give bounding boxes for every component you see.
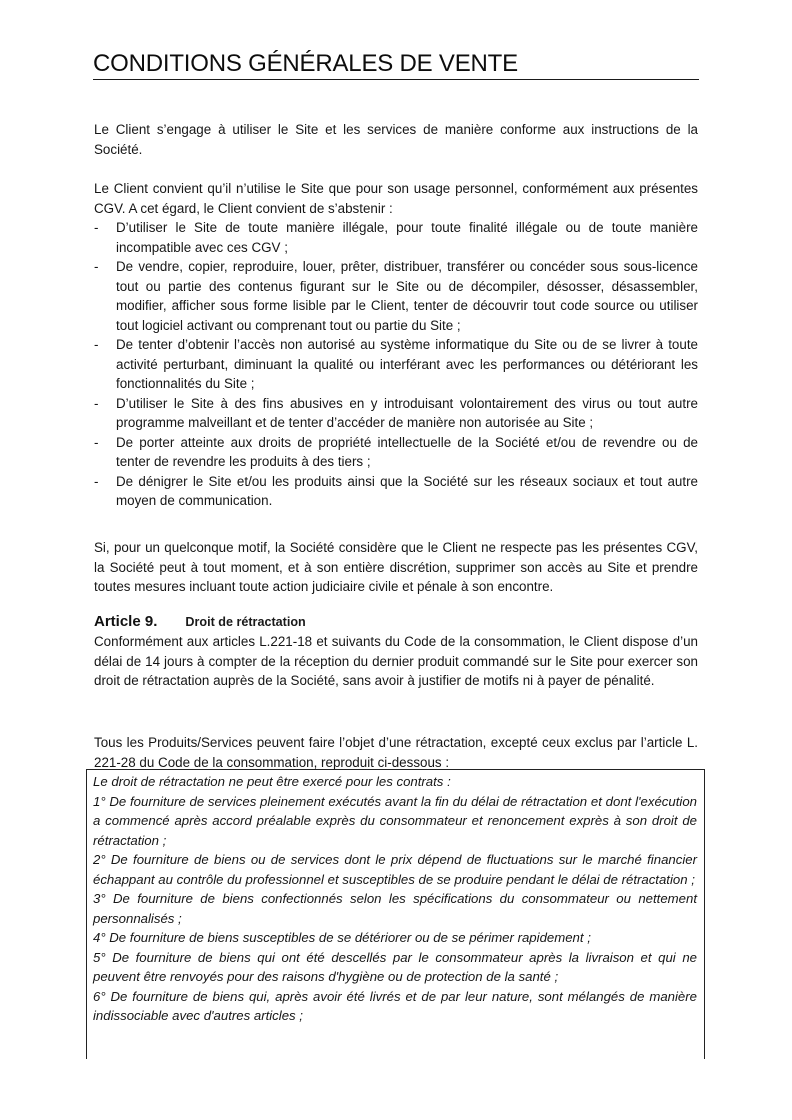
legal-line: 3° De fourniture de biens confectionnés selon les spécifications du consommateur ou nettement personnalisés ; [93,891,697,926]
paragraph-sanctions: Si, pour un quelconque motif, la Société considère que le Client ne respecte pas les présentes CGV, la Société peut à tout moment, et à son entière discrétion, supprimer son accès au Site et prendre toutes mesures incluant toute action judiciaire civile et pénale à son encontre. [94,540,698,594]
paragraph-usage-conforme: Le Client s’engage à utiliser le Site et les services de manière conforme aux instructions de la Société. [94,122,698,157]
list-item [94,218,698,257]
legal-quote-text [93,772,697,1026]
abstention-list [94,218,698,511]
bullet-dash: - [94,259,99,274]
legal-line: 1° De fourniture de services pleinement exécutés avant la fin du délai de rétractation et dont l'exécution a commencé après accord préalable exprès du consommateur et renoncement exprès à son droit de rétractation ; [93,793,697,848]
list-item-text: D’utiliser le Site à des fins abusives en y introduisant volontairement des virus ou tout autre programme malveillant et de tenter d’accéder de manière non autorisée au Site ; [116,395,698,430]
page-title: CONDITIONS GÉNÉRALES DE VENTE [93,50,518,77]
legal-line: Le droit de rétractation ne peut être exercé pour les contrats : [93,774,451,789]
title-underline [93,79,699,80]
bullet-dash: - [94,473,99,489]
bullet-dash: - [94,395,99,411]
paragraph-exclusions-intro: Tous les Produits/Services peuvent faire l’objet d’une rétractation, excepté ceux exclus par l’article L. 221-28 du Code de la consommation, reproduit ci-dessous : [94,735,698,770]
article-number: Article 9. [94,613,158,630]
list-item-text: De dénigrer le Site et/ou les produits ainsi que la Société sur les réseaux sociaux et tout autre moyen de communication. [116,473,698,508]
paragraph-delai-retractation: Conformément aux articles L.221-18 et suivants du Code de la consommation, le Client dispose d’un délai de 14 jours à compter de la réception du dernier produit commandé sur le Site pour exercer son droit de rétractation auprès de la Société, sans avoir à justifier de motifs ni à payer de pénalité. [94,634,698,688]
article-heading [94,612,306,633]
paragraph-usage-personnel: Le Client convient qu’il n’utilise le Site que pour son usage personnel, conformément aux présentes CGV. A cet égard, le Client convient de s’abstenir : [94,181,698,216]
list-item-text: De porter atteinte aux droits de propriété intellectuelle de la Société et/ou de revendre ou de tenter de revendre les produits à des tiers ; [116,434,698,469]
bullet-dash: - [94,337,99,352]
list-item-text: D’utiliser le Site de toute manière illégale, pour toute finalité illégale ou de toute manière incompatible avec ces CGV ; [116,220,698,255]
list-item [94,394,698,433]
list-item [94,472,698,511]
list-item [94,335,698,394]
list-item [94,257,698,335]
list-item-text: De vendre, copier, reproduire, louer, prêter, distribuer, transférer ou concéder sous sous-licence tout ou partie des contenus figurant sur le Site ou de décompiler, désosser, désassembler, modifier, afficher sous forme lisible par le Client, tenter de découvrir tout code source ou utiliser tout logiciel activant ou comprenant tout ou partie du Site ; [116,259,698,333]
list-item-text: De tenter d’obtenir l’accès non autorisé au système informatique du Site ou de se livrer à toute activité perturbant, diminuant la qualité ou interférant avec les performances ou détériorant les fonctionnalités du Site ; [116,337,698,391]
bullet-dash: - [94,434,99,450]
article-title: Droit de rétractation [185,615,306,629]
legal-line: 2° De fourniture de biens ou de services dont le prix dépend de fluctuations sur le marché financier échappant au contrôle du professionnel et susceptibles de se produire pendant le délai de rétractation ; [93,852,697,887]
list-item [94,433,698,472]
legal-quote-box [86,769,705,1059]
legal-line: 6° De fourniture de biens qui, après avoir été livrés et de par leur nature, sont mélangés de manière indissociable avec d'autres articles ; [93,988,697,1023]
legal-line: 5° De fourniture de biens qui ont été descellés par le consommateur après la livraison et qui ne peuvent être renvoyés pour des raisons d'hygiène ou de protection de la santé ; [93,949,697,984]
legal-line: 4° De fourniture de biens susceptibles de se détériorer ou de se périmer rapidement ; [93,930,591,945]
bullet-dash: - [94,220,99,235]
